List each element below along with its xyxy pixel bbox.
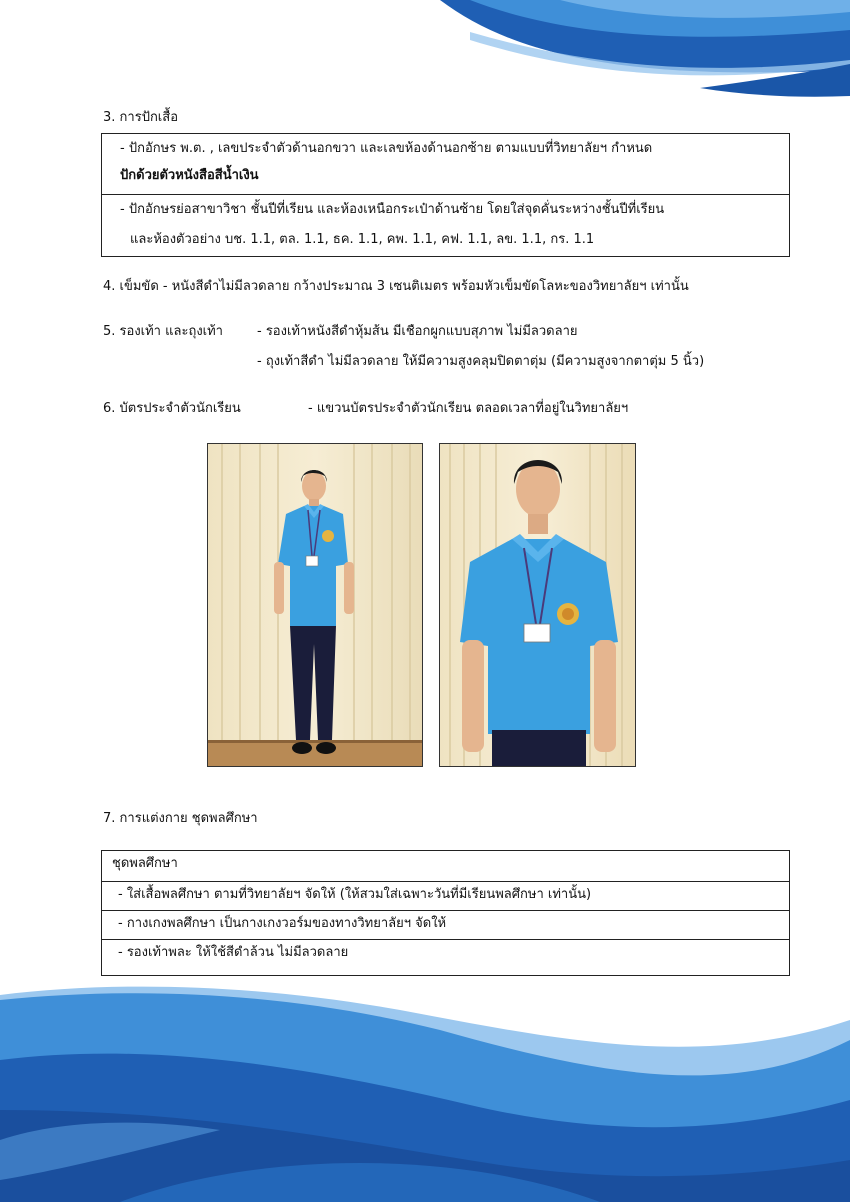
pe-table-header-label: ชุดพลศึกษา	[112, 856, 178, 871]
section-6-label: 6. บัตรประจำตัวนักเรียน	[103, 401, 241, 416]
uniform-upper-body-photo	[439, 443, 636, 767]
pe-table-row-2-text: - กางเกงพลศึกษา เป็นกางเกงวอร์มของทางวิทยาลัยฯ จัดให้	[118, 916, 447, 931]
uniform-full-body-photo	[207, 443, 423, 767]
embroidery-row-2-line-2: และห้องตัวอย่าง บช. 1.1, ตล. 1.1, ธค. 1.1, คพ. 1.1, คฟ. 1.1, ลข. 1.1, กร. 1.1	[130, 232, 595, 247]
embroidery-row-1-line-1: - ปักอักษร พ.ต. , เลขประจำตัวด้านอกขวา และเลขห้องด้านอกซ้าย ตามแบบที่วิทยาลัยฯ กำหนด	[120, 141, 653, 156]
section-7-heading: 7. การแต่งกาย ชุดพลศึกษา	[103, 811, 258, 826]
pe-table-row-3	[102, 939, 789, 968]
pe-table-row-2	[102, 910, 789, 939]
pe-table-row-1-text: - ใส่เสื้อพลศึกษา ตามที่วิทยาลัยฯ จัดให้ (ให้สวมใส่เฉพาะวันที่มีเรียนพลศึกษา เท่านั้น)	[118, 887, 592, 902]
pe-table-header	[102, 851, 789, 881]
embroidery-row-2-line-1: - ปักอักษรย่อสาขาวิชา ชั้นปีที่เรียน และห้องเหนือกระเป๋าด้านซ้าย โดยใส่จุดคั่นระหว่างชั้นปีที่เรียน	[120, 202, 665, 217]
embroidery-table	[101, 133, 790, 257]
embroidery-row-1	[102, 134, 789, 194]
section-5-socks: - ถุงเท้าสีดำ ไม่มีลวดลาย ให้มีความสูงคลุมปิดตาตุ่ม (มีความสูงจากตาตุ่ม 5 นิ้ว)	[257, 354, 705, 369]
pe-table-row-3-text: - รองเท้าพละ ให้ใช้สีดำล้วน ไม่มีลวดลาย	[118, 945, 349, 960]
section-4-belt: 4. เข็มขัด - หนังสีดำไม่มีลวดลาย กว้างประมาณ 3 เซนติเมตร พร้อมหัวเข็มขัดโลหะของวิทยาลัยฯ เท่านั้น	[103, 279, 689, 294]
pe-uniform-table	[101, 850, 790, 976]
section-6-id-card: - แขวนบัตรประจำตัวนักเรียน ตลอดเวลาที่อยู่ในวิทยาลัยฯ	[308, 401, 629, 416]
embroidery-row-2	[102, 194, 789, 256]
section-5-shoes: - รองเท้าหนังสีดำหุ้มส้น มีเชือกผูกแบบสุภาพ ไม่มีลวดลาย	[257, 324, 578, 339]
section-5-label: 5. รองเท้า และถุงเท้า	[103, 324, 223, 339]
section-3-heading: 3. การปักเสื้อ	[103, 110, 178, 125]
pe-table-row-1	[102, 881, 789, 910]
embroidery-row-1-line-2: ปักด้วยตัวหนังสือสีน้ำเงิน	[120, 168, 259, 183]
